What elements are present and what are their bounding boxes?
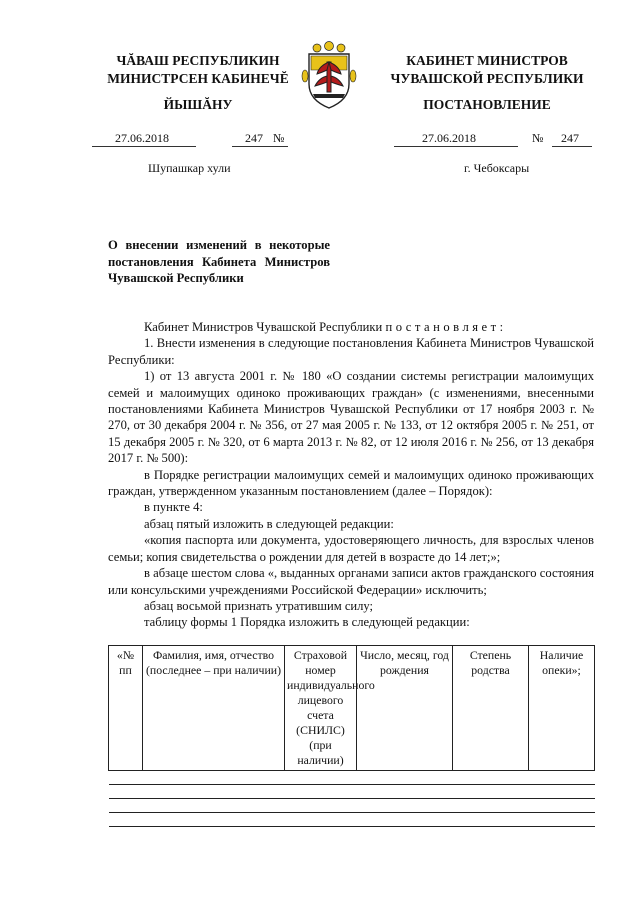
header-left-org <box>92 52 304 88</box>
header-left-city: Шупашкар хули <box>148 161 231 175</box>
body-paragraph-5: абзац пятый изложить в следующей редакции: <box>144 516 394 531</box>
body-paragraph-3: в Порядке регистрации малоимущих семей и малоимущих одиноко проживающих граждан, утвержденном указанным постановлением (далее – Порядок): <box>108 467 594 499</box>
body-paragraph-8: абзац восьмой признать утратившим силу; <box>144 598 374 613</box>
header-right-number: 247 <box>561 131 579 145</box>
body-paragraph-1: 1. Внести изменения в следующие постановления Кабинета Министров Чувашской Республики: <box>108 336 594 367</box>
table-row <box>109 799 595 813</box>
document-title: О внесении изменений в некоторые постановления Кабинета Министров Чувашской Республики <box>108 238 330 285</box>
body-paragraph-7: в абзаце шестом слова «, выданных органами записи актов гражданского состояния или консульскими учреждениями Российской Федерации» исключить; <box>108 566 594 597</box>
intro-verb: постановляет: <box>385 320 507 334</box>
table-header-cell: Наличие опеки»; <box>529 646 595 771</box>
table-header-cell: Страховой номер индивидуального лицевого счета (СНИЛС) (при наличии) <box>285 646 357 771</box>
table-header-cell: Фамилия, имя, отчество (последнее – при наличии) <box>143 646 285 771</box>
header-right-date: 27.06.2018 <box>422 131 476 145</box>
header-left-doc-type: ЙЫШĂНУ <box>163 97 233 112</box>
intro-lead: Кабинет Министров Чувашской Республики <box>144 320 383 334</box>
form-1-table <box>108 645 595 827</box>
header-right-city: г. Чебоксары <box>464 161 530 175</box>
table-header-cell: Число, месяц, год рождения <box>357 646 453 771</box>
body-paragraph-6: «копия паспорта или документа, удостоверяющего личность, для взрослых членов семьи; копия свидетельства о рождении для детей в возрасте до 14 лет;»; <box>108 533 594 564</box>
header-right-line2: ЧУВАШСКОЙ РЕСПУБЛИКИ <box>390 71 584 86</box>
table-row <box>109 771 595 785</box>
header-right-doc-type: ПОСТАНОВЛЕНИЕ <box>423 97 551 112</box>
header-right-number-underline <box>552 146 592 147</box>
chuvash-emblem-icon <box>299 40 359 112</box>
header-right-line1: КАБИНЕТ МИНИСТРОВ <box>406 53 568 68</box>
intro-paragraph <box>108 319 594 335</box>
header-left-number-sign: № <box>273 131 285 145</box>
table-row <box>109 785 595 799</box>
header-right-number-sign: № <box>532 131 544 145</box>
header-right-org <box>380 52 594 88</box>
header-left-number: 247 <box>245 131 263 145</box>
header-left-line2: МИНИСТРСЕН КАБИНЕЧĔ <box>107 71 289 86</box>
table-header-row <box>109 646 595 771</box>
table-row <box>109 813 595 827</box>
body-paragraph-9: таблицу формы 1 Порядка изложить в следующей редакции: <box>144 615 470 630</box>
table-header-cell: «№ пп <box>109 646 143 771</box>
header-left-number-underline <box>232 146 288 147</box>
body-paragraph-2: 1) от 13 августа 2001 г. № 180 «О создании системы регистрации малоимущих семей и малоимущих одиноко проживающих граждан» (с изменениями, внесенными постановлениями Кабинета Министров Чувашской Республики от 17 ноября 2003 г. № 270, от 30 декабря 2004 г. № 356, от 27 мая 2005 г. № 133, от 12 октября 2005 г. № 251, от 15 декабря 2005 г. № 320, от 6 марта 2013 г. № 82, от 12 июля 2016 г. № 256, от 13 декабря 2017 г. № 500): <box>108 369 594 466</box>
header-left-date-underline <box>92 146 196 147</box>
header-left-line1: ЧĂВАШ РЕСПУБЛИКИН <box>116 53 280 68</box>
body-paragraph-4: в пункте 4: <box>144 500 203 515</box>
document-body <box>108 319 594 631</box>
header-left-date: 27.06.2018 <box>115 131 169 145</box>
header-right-date-underline <box>394 146 518 147</box>
table-header-cell: Степень родства <box>453 646 529 771</box>
